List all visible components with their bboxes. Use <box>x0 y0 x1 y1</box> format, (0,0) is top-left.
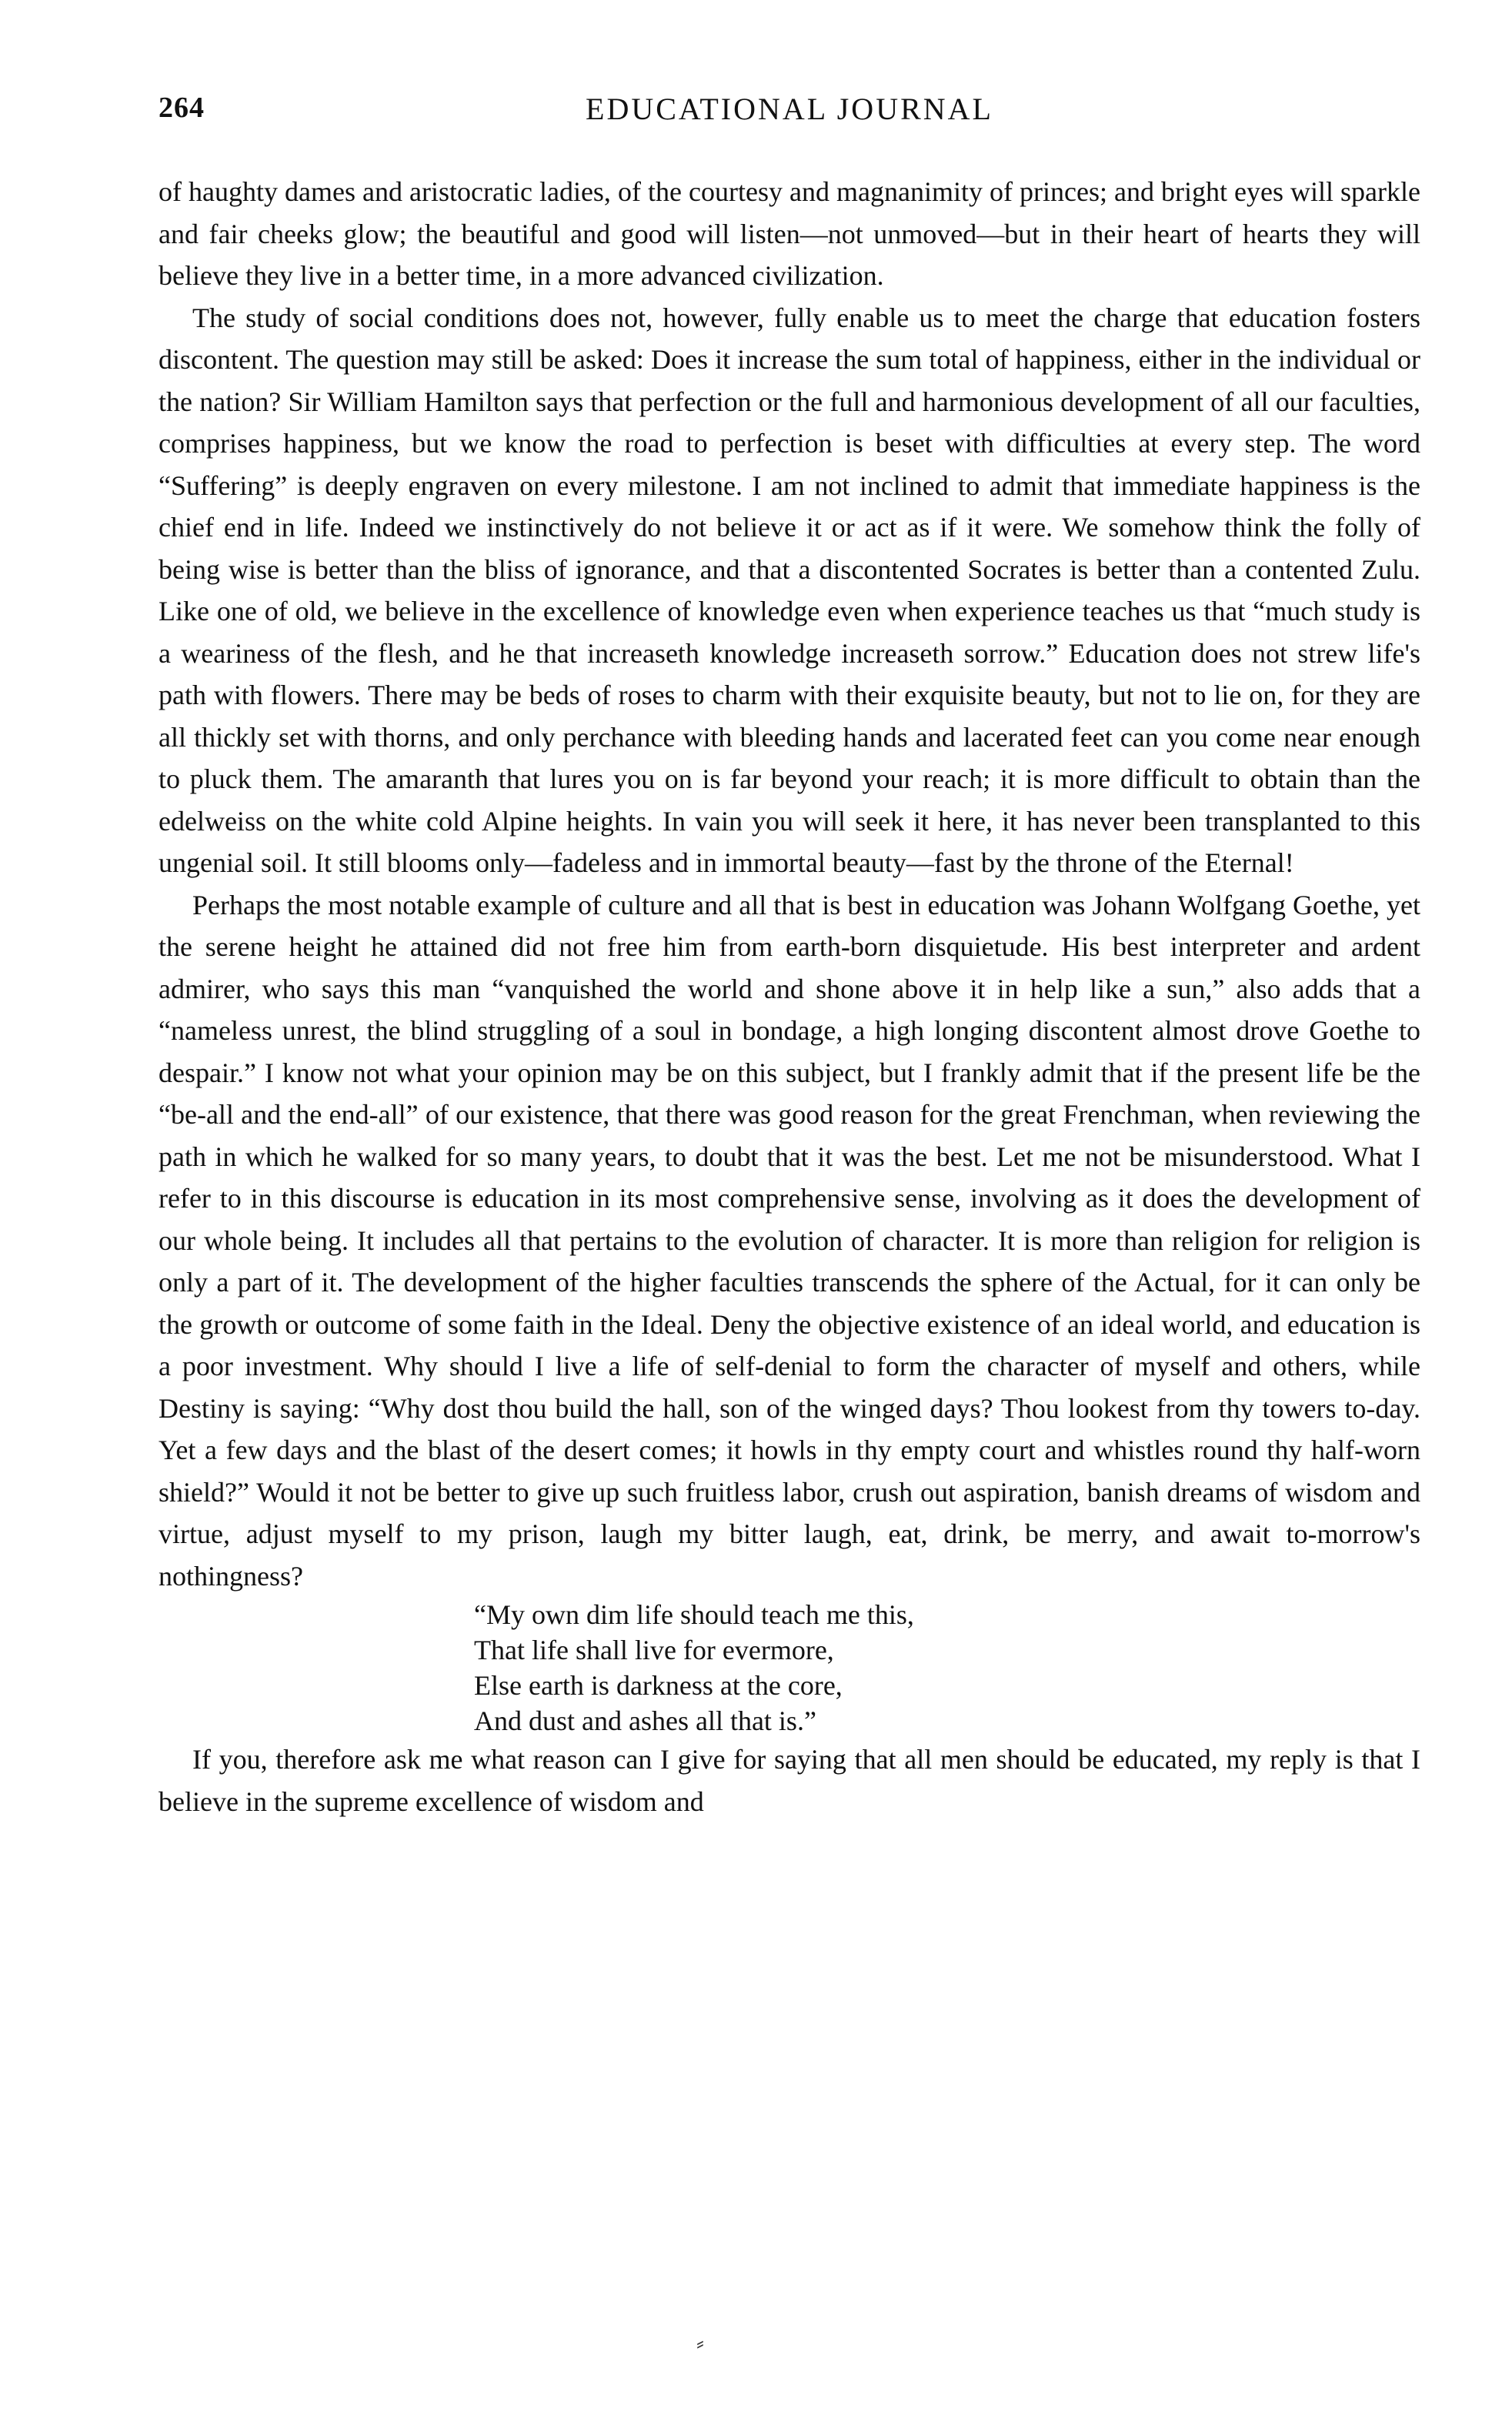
body-text <box>159 171 1420 1822</box>
paragraph-1: of haughty dames and aristocratic ladies, of the courtesy and magnanimity of princes; and bright eyes will sparkle and fair cheeks glow; the beautiful and good will listen—not unmoved—but in their heart of hearts they will believe they live in a better time, in a more advanced civilization. <box>159 176 1420 291</box>
poem-line-2: That life shall live for evermore, <box>474 1635 834 1665</box>
printer-mark-icon: ⸗ <box>696 2330 704 2356</box>
paragraph-2: The study of social conditions does not, however, fully enable us to meet the charge that education fosters discontent. The question may still be asked: Does it increase the sum total of happiness, either in the individual or the nation? Sir William Hamilton says that perfection or the full and harmonious development of all our faculties, comprises happiness, but we know the road to perfection is beset with difficulties at every step. The word “Suffering” is deeply engraven on every milestone. I am not inclined to admit that immediate happiness is the chief end in life. Indeed we instinctively do not believe it or act as if it were. We somehow think the folly of being wise is better than the bliss of ignorance, and that a discontented Socrates is better than a contented Zulu. Like one of old, we believe in the excellence of knowledge even when experience teaches us that “much study is a weariness of the flesh, and he that increaseth knowledge increaseth sorrow.” Education does not strew life's path with flowers. There may be beds of roses to charm with their exquisite beauty, but not to lie on, for they are all thickly set with thorns, and only perchance with bleeding hands and lacerated feet can you come near enough to pluck them. The amaranth that lures you on is far beyond your reach; it is more difficult to obtain than the edelweiss on the white cold Alpine heights. In vain you will seek it here, it has never been transplanted to this ungenial soil. It still blooms only—fadeless and in immortal beauty—fast by the throne of the Eternal! <box>159 302 1420 878</box>
page-header <box>159 91 1420 137</box>
page-number: 264 <box>159 92 205 124</box>
poem-line-1: “My own dim life should teach me this, <box>474 1599 914 1630</box>
poem-line-3: Else earth is darkness at the core, <box>474 1670 843 1701</box>
poem-quote <box>474 1597 1420 1739</box>
paragraph-3: Perhaps the most notable example of culture and all that is best in education was Johann Wolfgang Goethe, yet the serene height he attained did not free him from earth-born disquietude. His best interpreter and ardent admirer, who says this man “vanquished the world and shone above it in help like a sun,” also adds that a “nameless unrest, the blind struggling of a soul in bondage, a high longing discontent almost drove Goethe to despair.” I know not what your opinion may be on this subject, but I frankly admit that if the present life be the “be-all and the end-all” of our existence, that there was good reason for the great Frenchman, when reviewing the path in which he walked for so many years, to doubt that it was the best. Let me not be misunderstood. What I refer to in this discourse is education in its most comprehensive sense, involving as it does the development of our whole being. It includes all that pertains to the evolution of character. It is more than religion for religion is only a part of it. The development of the higher faculties transcends the sphere of the Actual, for it can only be the growth or outcome of some faith in the Ideal. Deny the objective existence of an ideal world, and education is a poor investment. Why should I live a life of self-denial to form the character of myself and others, while Destiny is saying: “Why dost thou build the hall, son of the winged days? Thou lookest from thy towers to-day. Yet a few days and the blast of the desert comes; it howls in thy empty court and whistles round thy half-worn shield?” Would it not be better to give up such fruitless labor, crush out aspiration, banish dreams of wisdom and virtue, adjust myself to my prison, laugh my bitter laugh, eat, drink, be merry, and await to-morrow's nothingness? <box>159 889 1420 1592</box>
poem-line-4: And dust and ashes all that is.” <box>474 1705 816 1736</box>
running-title: EDUCATIONAL JOURNAL <box>586 92 993 126</box>
document-page <box>159 91 1420 1822</box>
closing-paragraph: If you, therefore ask me what reason can I give for saying that all men should be educated, my reply is that I believe in the supreme excellence of wisdom and <box>159 1744 1420 1817</box>
